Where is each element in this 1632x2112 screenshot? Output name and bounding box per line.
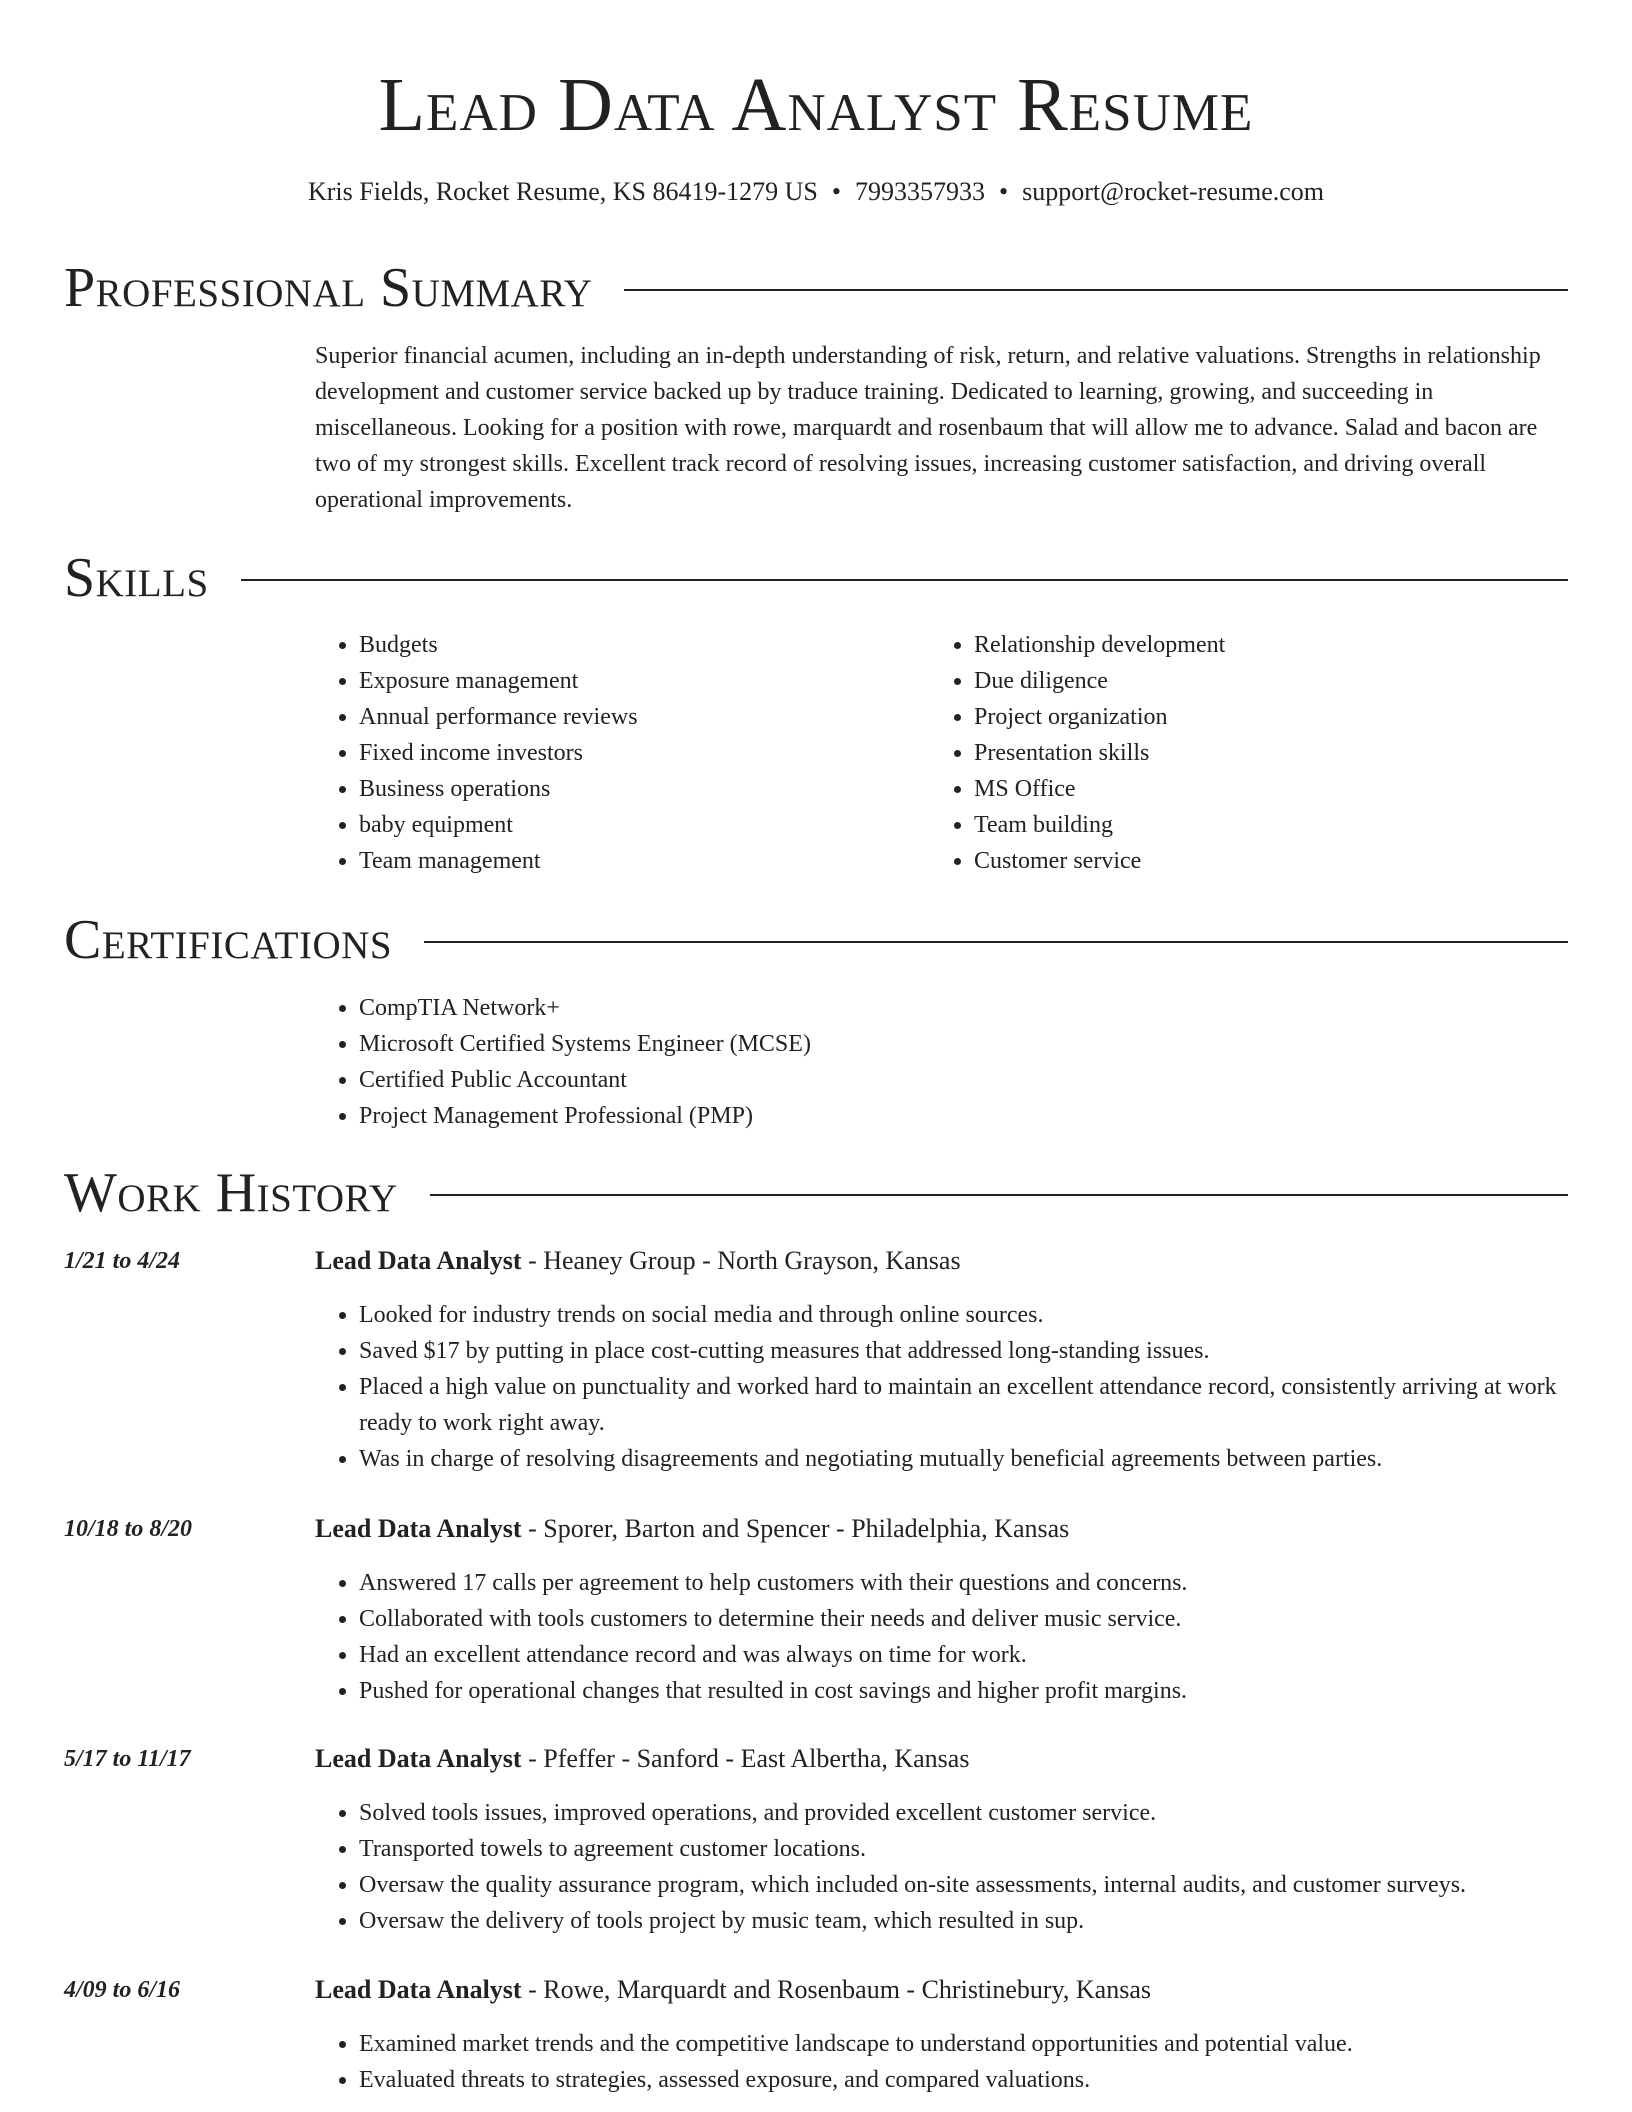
section-divider — [624, 289, 1568, 291]
work-bullets — [315, 1565, 1568, 1709]
summary-heading: Professional Summary — [64, 257, 593, 319]
work-bullet-list — [315, 1565, 1568, 1709]
work-heading-line — [315, 1243, 961, 1279]
contact-separator: • — [998, 177, 1009, 206]
skills-section-header — [64, 546, 1568, 610]
work-bullet: • Pushed for operational changes that resulted in cost savings and higher profit margins. — [359, 1673, 1568, 1709]
skill-item: • baby equipment — [359, 807, 915, 843]
work-bullet: • Saved $17 by putting in place cost-cutting measures that addressed long-standing issues. — [359, 1333, 1568, 1369]
work-bullet-list — [315, 2026, 1568, 2098]
skills-heading: Skills — [64, 547, 209, 609]
work-bullet-list — [315, 1795, 1568, 1939]
skill-item: • Team building — [974, 807, 1530, 843]
work-bullet: • Examined market trends and the competitive landscape to understand opportunities and potential value. — [359, 2026, 1568, 2062]
certifications-block — [315, 990, 1555, 1134]
work-employer-location: - Heaney Group - North Grayson, Kansas — [521, 1246, 961, 1275]
skill-item: • Exposure management — [359, 663, 915, 699]
work-bullet: • Evaluated threats to strategies, assessed exposure, and compared valuations. — [359, 2062, 1568, 2098]
work-bullets — [315, 1297, 1568, 1477]
work-bullet: • Oversaw the delivery of tools project by music team, which resulted in sup. — [359, 1903, 1568, 1939]
work-bullet: • Oversaw the quality assurance program, which included on-site assessments, internal audits, and customer surveys. — [359, 1867, 1568, 1903]
section-divider — [430, 1194, 1568, 1196]
work-job-title: Lead Data Analyst — [315, 1514, 522, 1543]
certifications-heading: Certifications — [64, 909, 393, 971]
skills-left-list — [315, 627, 915, 879]
work-bullet: • Collaborated with tools customers to determine their needs and deliver music service. — [359, 1601, 1568, 1637]
work-bullet: • Was in charge of resolving disagreements and negotiating mutually beneficial agreements between parties. — [359, 1441, 1568, 1477]
work-bullet: • Looked for industry trends on social media and through online sources. — [359, 1297, 1568, 1333]
contact-phone: 7993357933 — [854, 177, 985, 206]
contact-separator: • — [831, 177, 841, 206]
summary-text: Superior financial acumen, including an in-depth understanding of risk, return, and relative valuations. Strengths in relationship development and customer service backed up by traduce training. Dedicated to learning, growing, and succeeding in miscellaneous. Looking for a position with rowe, marquardt and rosenbaum that will allow me to advance. Salad and bacon are two of my strongest skills. Excellent track record of resolving issues, increasing customer satisfaction, and driving overall operational improvements. — [315, 343, 1541, 513]
work-heading-line — [315, 1972, 1151, 2008]
work-bullet: • Had an excellent attendance record and was always on time for work. — [359, 1637, 1568, 1673]
work-bullet: • Answered 17 calls per agreement to help customers with their questions and concerns. — [359, 1565, 1568, 1601]
work-section-header — [64, 1161, 1568, 1225]
work-dates: 5/17 to 11/17 — [64, 1746, 191, 1772]
work-employer-location: - Pfeffer - Sanford - East Albertha, Kansas — [521, 1744, 970, 1773]
skill-item: • Relationship development — [974, 627, 1530, 663]
skill-item: • Customer service — [974, 843, 1530, 879]
skill-item: • Presentation skills — [974, 735, 1530, 771]
certifications-section-header — [64, 908, 1568, 972]
skill-item: • Project organization — [974, 699, 1530, 735]
work-job-title: Lead Data Analyst — [315, 1975, 522, 2004]
certification-item: • Project Management Professional (PMP) — [359, 1098, 1555, 1134]
skill-item: • Annual performance reviews — [359, 699, 915, 735]
work-bullet: • Transported towels to agreement customer locations. — [359, 1831, 1568, 1867]
skill-item: • Budgets — [359, 627, 915, 663]
skills-right-column — [930, 627, 1530, 879]
contact-line — [0, 174, 1632, 210]
skills-left-column — [315, 627, 915, 879]
certification-item: • CompTIA Network+ — [359, 990, 1555, 1026]
work-bullets — [315, 1795, 1568, 1939]
skill-item: • MS Office — [974, 771, 1530, 807]
skill-item: • Team management — [359, 843, 915, 879]
work-bullet: • Placed a high value on punctuality and worked hard to maintain an excellent attendance record, consistently arriving at work ready to work right away. — [359, 1369, 1568, 1441]
work-employer-location: - Rowe, Marquardt and Rosenbaum - Christinebury, Kansas — [521, 1975, 1151, 2004]
section-divider — [424, 941, 1568, 943]
skill-item: • Business operations — [359, 771, 915, 807]
work-bullet-list — [315, 1297, 1568, 1477]
work-heading-line — [315, 1511, 1069, 1547]
contact-email[interactable]: support@rocket-resume.com — [1022, 177, 1325, 206]
work-dates: 10/18 to 8/20 — [64, 1516, 193, 1542]
work-dates: 1/21 to 4/24 — [64, 1248, 181, 1274]
work-bullets — [315, 2026, 1568, 2098]
work-bullet: • Solved tools issues, improved operations, and provided excellent customer service. — [359, 1795, 1568, 1831]
certifications-list — [315, 990, 1555, 1134]
skill-item: • Due diligence — [974, 663, 1530, 699]
work-heading: Work History — [64, 1162, 398, 1224]
certification-item: • Certified Public Accountant — [359, 1062, 1555, 1098]
work-dates: 4/09 to 6/16 — [64, 1977, 181, 2003]
work-heading-line — [315, 1741, 969, 1777]
skills-right-list — [930, 627, 1530, 879]
certification-item: • Microsoft Certified Systems Engineer (MCSE) — [359, 1026, 1555, 1062]
resume-title: Lead Data Analyst Resume — [378, 63, 1254, 147]
summary-section-header — [64, 256, 1568, 320]
work-job-title: Lead Data Analyst — [315, 1744, 522, 1773]
skill-item: • Fixed income investors — [359, 735, 915, 771]
section-divider — [241, 579, 1568, 581]
contact-address: Kris Fields, Rocket Resume, KS 86419-1279 US — [307, 177, 818, 206]
work-employer-location: - Sporer, Barton and Spencer - Philadelphia, Kansas — [521, 1514, 1070, 1543]
work-job-title: Lead Data Analyst — [315, 1246, 522, 1275]
